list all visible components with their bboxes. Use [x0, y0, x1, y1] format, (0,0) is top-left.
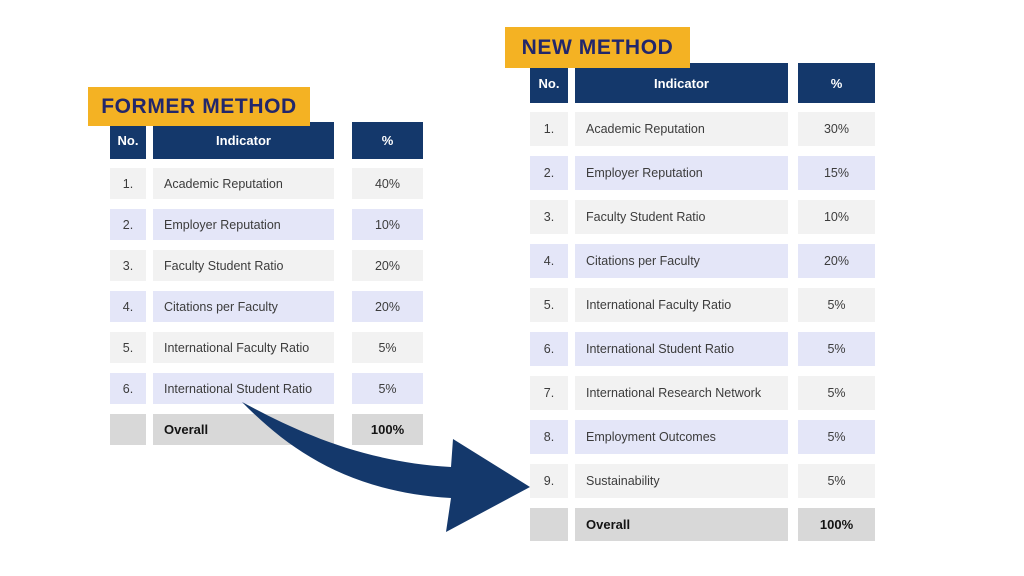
table-row [530, 156, 875, 190]
row-percent: 10% [798, 200, 875, 234]
row-percent: 15% [798, 156, 875, 190]
overall-number-cell [110, 414, 146, 445]
table-row [530, 464, 875, 498]
row-percent: 5% [798, 464, 875, 498]
row-percent: 5% [798, 288, 875, 322]
table-row [110, 209, 423, 240]
row-indicator: Citations per Faculty [153, 291, 334, 322]
row-number: 6. [110, 373, 146, 404]
row-indicator: International Faculty Ratio [153, 332, 334, 363]
row-indicator: International Faculty Ratio [575, 288, 788, 322]
table-body [110, 168, 423, 404]
row-number: 5. [530, 288, 568, 322]
new-method-banner [505, 27, 690, 68]
table-row [110, 291, 423, 322]
overall-row [530, 508, 875, 541]
row-number: 2. [530, 156, 568, 190]
row-indicator: Faculty Student Ratio [153, 250, 334, 281]
row-indicator: International Student Ratio [575, 332, 788, 366]
row-indicator: International Student Ratio [153, 373, 334, 404]
table-row [110, 332, 423, 363]
col-header-no: No. [530, 63, 568, 103]
table-row [110, 250, 423, 281]
table-row [530, 288, 875, 322]
row-percent: 30% [798, 112, 875, 146]
row-percent: 40% [352, 168, 423, 199]
table-row [530, 376, 875, 410]
row-indicator: Academic Reputation [153, 168, 334, 199]
row-number: 3. [110, 250, 146, 281]
row-indicator: Sustainability [575, 464, 788, 498]
row-number: 1. [110, 168, 146, 199]
col-header-indicator: Indicator [153, 122, 334, 159]
overall-percent: 100% [352, 414, 423, 445]
table-header-row [530, 63, 875, 103]
curved-arrow-shape [242, 402, 530, 532]
row-number: 4. [110, 291, 146, 322]
row-percent: 20% [352, 250, 423, 281]
overall-label: Overall [153, 414, 334, 445]
row-percent: 5% [352, 332, 423, 363]
col-header-no: No. [110, 122, 146, 159]
former-method-banner [88, 87, 310, 126]
row-number: 1. [530, 112, 568, 146]
row-indicator: Citations per Faculty [575, 244, 788, 278]
row-number: 5. [110, 332, 146, 363]
table-header-row [110, 122, 423, 159]
row-number: 6. [530, 332, 568, 366]
table-row [530, 420, 875, 454]
col-header-percent: % [352, 122, 423, 159]
row-indicator: Faculty Student Ratio [575, 200, 788, 234]
table-row [530, 244, 875, 278]
row-percent: 20% [798, 244, 875, 278]
former-method-title: FORMER METHOD [101, 94, 297, 118]
col-header-percent: % [798, 63, 875, 103]
overall-percent: 100% [798, 508, 875, 541]
row-percent: 5% [798, 332, 875, 366]
new-method-title: NEW METHOD [521, 35, 674, 59]
row-number: 4. [530, 244, 568, 278]
table-row [530, 332, 875, 366]
row-number: 8. [530, 420, 568, 454]
table-body [530, 112, 875, 498]
row-indicator: Employment Outcomes [575, 420, 788, 454]
table-row [530, 112, 875, 146]
table-row [530, 200, 875, 234]
col-header-indicator: Indicator [575, 63, 788, 103]
row-number: 7. [530, 376, 568, 410]
row-indicator: Employer Reputation [575, 156, 788, 190]
table-row [110, 168, 423, 199]
row-percent: 20% [352, 291, 423, 322]
row-percent: 5% [798, 376, 875, 410]
curved-arrow [230, 393, 540, 543]
row-indicator: International Research Network [575, 376, 788, 410]
row-percent: 5% [798, 420, 875, 454]
row-number: 2. [110, 209, 146, 240]
row-percent: 5% [352, 373, 423, 404]
row-percent: 10% [352, 209, 423, 240]
new-method-table [530, 63, 875, 541]
row-number: 3. [530, 200, 568, 234]
overall-label: Overall [575, 508, 788, 541]
row-indicator: Employer Reputation [153, 209, 334, 240]
row-number: 9. [530, 464, 568, 498]
row-indicator: Academic Reputation [575, 112, 788, 146]
